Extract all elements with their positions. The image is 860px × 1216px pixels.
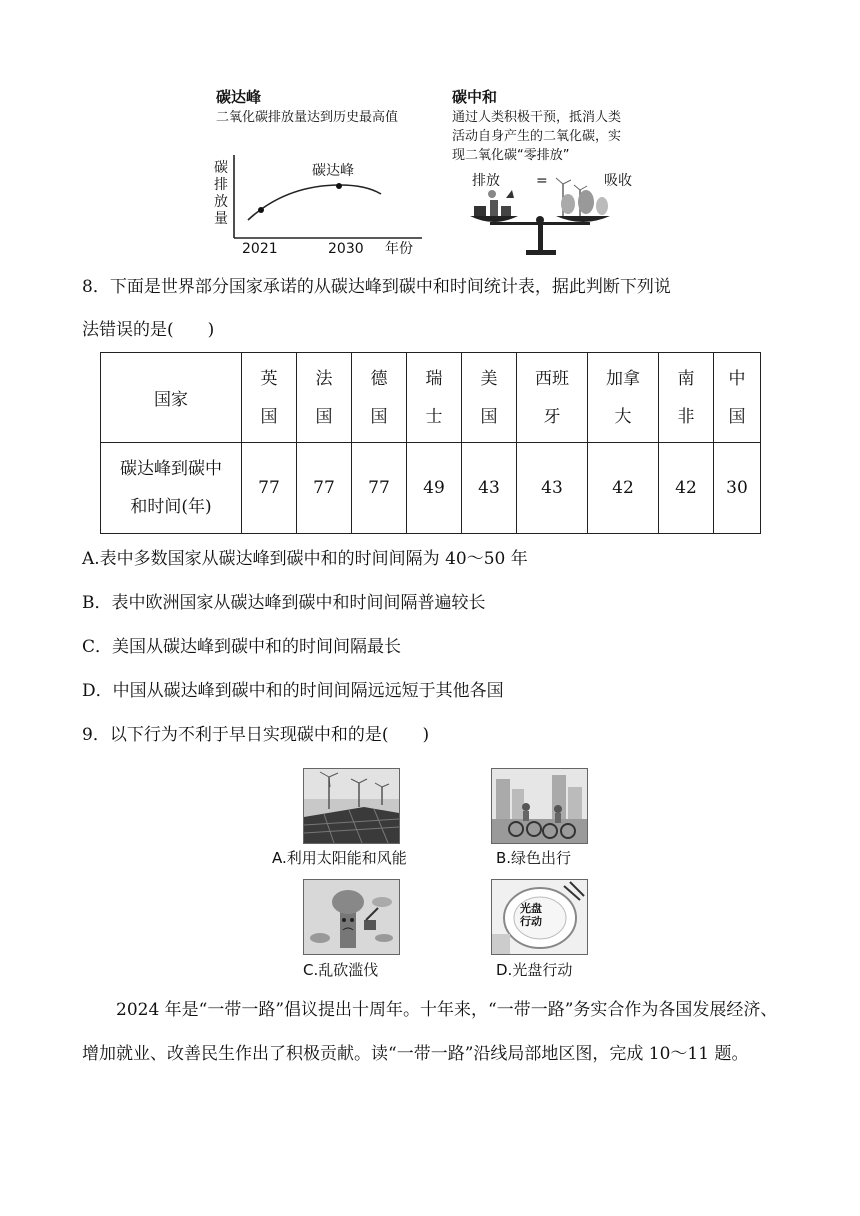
point-peak xyxy=(336,183,342,189)
value-cell: 49 xyxy=(407,443,462,534)
tree-stump-icon xyxy=(304,880,399,954)
solar-panel-icon xyxy=(304,769,399,843)
q9-stem: 9．以下行为不利于早日实现碳中和的是( ) xyxy=(82,725,430,745)
value-cell: 43 xyxy=(517,443,588,534)
q8-stem-line1: 8．下面是世界部分国家承诺的从碳达峰到碳中和时间统计表，据此判断下列说 xyxy=(82,277,671,297)
value-cell: 77 xyxy=(297,443,352,534)
country-cell: 西班 牙 xyxy=(517,353,588,443)
peak-title: 碳达峰 xyxy=(216,88,262,106)
country-cell: 英 国 xyxy=(242,353,297,443)
equals-sign: = xyxy=(536,173,548,189)
plate-text: 光盘 行动 xyxy=(520,902,542,928)
row-label: 碳达峰到碳中 和时间(年) xyxy=(101,443,242,534)
country-cell: 中 国 xyxy=(714,353,761,443)
table-header-label: 国家 xyxy=(101,353,242,443)
passage-text: 2024 年是“一带一路”倡议提出十周年。十年来，“一带一路”务实合作为各国发展经济、增加就业、改善民生作出了积极贡献。读“一带一路”沿线局部地区图，完成 10～11 题。 xyxy=(82,1000,778,1064)
q8-option-a[interactable]: A.表中多数国家从碳达峰到碳中和的时间间隔为 40～50 年 xyxy=(82,549,528,569)
table-header-row xyxy=(101,353,761,443)
q8-option-c[interactable]: C．美国从碳达峰到碳中和的时间间隔最长 xyxy=(82,637,402,657)
value-cell: 30 xyxy=(714,443,761,534)
peak-subtitle: 二氧化碳排放量达到历史最高值 xyxy=(216,110,399,125)
q8-stem-line2: 法错误的是( ) xyxy=(82,320,215,340)
q8-option-d[interactable]: D．中国从碳达峰到碳中和的时间间隔远远短于其他各国 xyxy=(82,681,504,701)
solar-wind-image[interactable] xyxy=(303,768,400,844)
neutral-desc-2: 活动自身产生的二氧化碳，实 xyxy=(452,129,622,144)
peak-ylabel: 碳 排 放 量 xyxy=(214,160,228,227)
country-cell: 德 国 xyxy=(352,353,407,443)
peak-point-label: 碳达峰 xyxy=(312,163,354,179)
carbon-timeline-table xyxy=(100,352,761,534)
value-cell: 77 xyxy=(242,443,297,534)
tick-2021: 2021 xyxy=(242,241,278,257)
value-cell: 42 xyxy=(659,443,714,534)
balance-scale-icon xyxy=(468,176,638,260)
country-cell: 美 国 xyxy=(462,353,517,443)
x-axis-label: 年份 xyxy=(385,241,413,257)
tick-2030: 2030 xyxy=(328,241,364,257)
value-cell: 42 xyxy=(588,443,659,534)
bicycle-icon xyxy=(492,769,587,843)
q9-caption-d: D.光盘行动 xyxy=(496,961,573,979)
deforestation-image[interactable] xyxy=(303,879,400,955)
clean-plate-image[interactable] xyxy=(491,879,588,955)
q9-caption-b: B.绿色出行 xyxy=(496,849,572,867)
emission-label: 排放 xyxy=(472,173,500,189)
country-cell: 法 国 xyxy=(297,353,352,443)
emission-curve xyxy=(248,185,381,220)
neutral-desc-1: 通过人类积极干预，抵消人类 xyxy=(452,110,622,125)
neutral-desc-3: 现二氧化碳“零排放” xyxy=(452,148,570,163)
value-cell: 43 xyxy=(462,443,517,534)
q9-caption-a: A.利用太阳能和风能 xyxy=(272,849,407,867)
absorption-label: 吸收 xyxy=(604,173,632,189)
q9-caption-c: C.乱砍滥伐 xyxy=(303,961,379,979)
neutral-title: 碳中和 xyxy=(452,88,498,106)
point-2021 xyxy=(258,207,264,213)
country-cell: 加拿 大 xyxy=(588,353,659,443)
country-cell: 瑞 士 xyxy=(407,353,462,443)
value-cell: 77 xyxy=(352,443,407,534)
country-cell: 南 非 xyxy=(659,353,714,443)
green-travel-image[interactable] xyxy=(491,768,588,844)
table-row xyxy=(101,443,761,534)
q8-option-b[interactable]: B．表中欧洲国家从碳达峰到碳中和时间间隔普遍较长 xyxy=(82,593,486,613)
